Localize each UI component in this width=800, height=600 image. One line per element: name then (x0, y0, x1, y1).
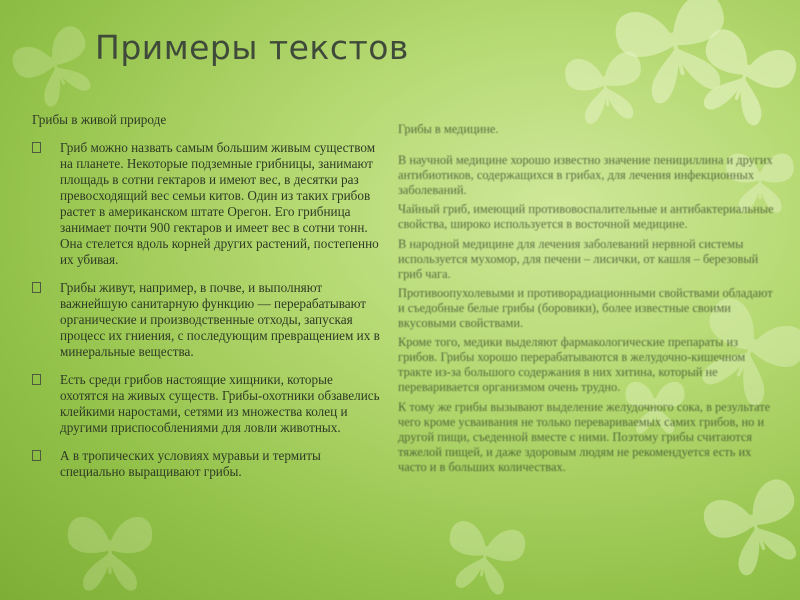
bullet-box-icon (32, 450, 41, 461)
bullet-text: Грибы живут, например, в почве, и выполняют важнейшую санитарную функцию — перерабатывают органические и производственные отходы, запуская процесс их гниения, с последующим превращением их в минеральные вещества. (60, 280, 380, 359)
bullet-text: Есть среди грибов настоящие хищники, которые охотятся на живых существ. Грибы-охотники обзавелись клейкими наростами, сетями из множества колец и другими приспособлениями для ловли животных. (60, 372, 380, 435)
butterfly-icon (8, 22, 105, 114)
right-paragraph: Противоопухолевыми и противорадиационными свойствами обладают и съедобные белые грибы (боровики), более известные своими вкусовыми свойствами. (398, 285, 773, 331)
right-paragraph: Чайный гриб, имеющий противовоспалительные и антибактериальные свойства, широко используется в восточной медицине. (398, 202, 774, 232)
butterfly-icon (699, 475, 800, 583)
bullet-item (32, 280, 384, 360)
right-text-image (398, 122, 778, 479)
bullet-box-icon (32, 282, 41, 293)
right-paragraph: Кроме того, медики выделяют фармакологические препараты из грибов. Грибы хорошо перерабатываются в желудочно-кишечном тракте из-за большого содержания в них хитина, который не переваривается организмом очень трудно. (398, 335, 746, 395)
bullet-item (32, 372, 384, 436)
bullet-item (32, 448, 384, 480)
right-paragraph: В научной медицине хорошо известно значение пенициллина и других антибиотиков, содержащихся в грибах, для лечения инфекционных заболеваний. (398, 153, 773, 198)
right-heading: Грибы в медицине. (398, 122, 499, 136)
right-paragraph: К тому же грибы вызывают выделение желудочного сока, в результате чего кроме усваивания не только перевариваемых самих грибов, но и другой пищи, съеденной вместе с ними. Поэтому грибы считаются тяжелой пищей, и даже здоровым людям не рекомендуется есть их часто и в больших количествах. (398, 399, 771, 474)
bullet-box-icon (32, 374, 41, 385)
butterfly-icon (441, 519, 527, 598)
bullet-box-icon (32, 142, 41, 153)
slide-title: Примеры текстов (95, 28, 409, 67)
bullet-item (32, 140, 384, 268)
left-text-column (32, 112, 384, 492)
bullet-text: Гриб можно назвать самым большим живым существом на планете. Некоторые подземные грибницы, занимают площадь в сотни гектаров и имеют вес, в десятки раз превосходящий вес семьи китов. Один из таких грибов растет в американском штате Орегон. Его грибница занимает почти 900 гектаров и имеет вес в сотни тонн. Она стелется вдоль корней других растений, постепенно их убивая. (60, 140, 379, 267)
butterfly-icon (68, 517, 152, 591)
butterfly-icon (563, 50, 647, 126)
left-subheading: Грибы в живой природе (32, 112, 167, 127)
right-paragraph: В народной медицине для лечения заболеваний нервной системы используется мухомор, для печени – лисички, от кашля – березовый гриб чага. (398, 236, 759, 281)
bullet-text: А в тропических условиях муравьи и термиты специально выращивают грибы. (60, 448, 321, 479)
